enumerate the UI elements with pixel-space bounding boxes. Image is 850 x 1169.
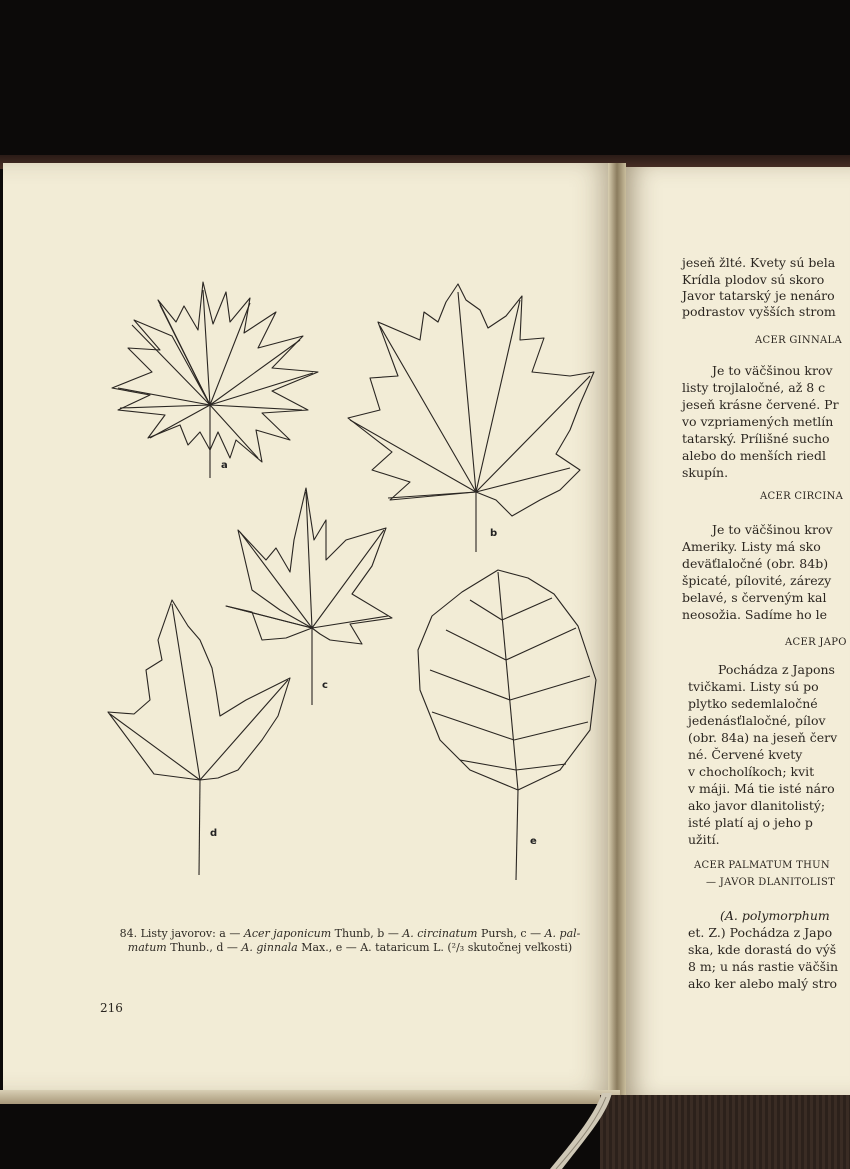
palmatum-line-2: et. Z.) Pochádza z Japo [688, 925, 833, 940]
japonicum-line-11: užití. [688, 832, 720, 847]
leaf-label-a: a [221, 460, 228, 471]
japonicum-line-9: ako javor dlanitolistý; [688, 798, 826, 813]
caption-line-2 [90, 941, 610, 955]
heading-acer-circinatum: ACER CIRCINA [760, 491, 844, 502]
caption-text-3: Pursh, c — [480, 927, 542, 940]
leaf-label-e: e [530, 836, 537, 847]
heading-acer-japonicum: ACER JAPO [785, 637, 847, 648]
leaf-label-c: c [322, 680, 328, 691]
caption-number: 84. [119, 927, 138, 940]
leaf-a-drawing [112, 282, 318, 478]
heading-acer-ginnala: ACER GINNALA [755, 335, 843, 346]
rp-line-1: jeseň žlté. Kvety sú bela [682, 255, 836, 270]
japonicum-line-8: v máji. Má tie isté náro [688, 781, 835, 796]
rp-line-4: podrastov vyšších strom [682, 304, 836, 319]
japonicum-line-3: plytko sedemlaločné [688, 696, 818, 711]
circinatum-line-6: neosožia. Sadíme ho le [682, 607, 828, 622]
caption-italic-1: Acer japonicum [243, 927, 332, 940]
caption-italic-4: matum [127, 941, 167, 954]
caption-line-1 [90, 927, 610, 941]
japonicum-line-5: (obr. 84a) na jeseň červ [688, 730, 838, 745]
leaf-b-drawing [348, 284, 594, 552]
heading-acer-palmatum: ACER PALMATUM THUN [694, 860, 830, 871]
japonicum-line-7: v chocholíkoch; kvit [688, 764, 815, 779]
rp-line-3: Javor tatarský je nenáro [682, 288, 835, 303]
japonicum-line-1: Pochádza z Japons [718, 662, 835, 677]
caption-text-5: Max., e — A. tataricum L. (²/₃ skutočnej veľkosti) [301, 941, 573, 954]
japonicum-line-6: né. Červené kvety [688, 747, 803, 762]
circinatum-line-2: Ameriky. Listy má sko [682, 539, 821, 554]
caption-text-2: Thunb, b — [334, 927, 399, 940]
ginnala-line-7: skupín. [682, 465, 729, 480]
rp-line-2: Krídla plodov sú skoro [682, 272, 825, 287]
palmatum-line-5: ako ker alebo malý stro [688, 976, 838, 991]
ginnala-line-3: jeseň krásne červené. Pr [682, 397, 839, 412]
circinatum-line-3: deväťlaločné (obr. 84b) [682, 556, 829, 571]
leaf-e-drawing [418, 570, 596, 880]
figure-caption [90, 927, 610, 955]
caption-italic-2: A. circinatum [402, 927, 478, 940]
japonicum-line-2: tvičkami. Listy sú po [688, 679, 819, 694]
circinatum-line-4: špicaté, pílovité, zárezy [682, 573, 832, 588]
japonicum-line-10: isté platí aj o jeho p [688, 815, 813, 830]
page-number: 216 [100, 1001, 123, 1015]
circinatum-line-1: Je to väčšinou krov [712, 522, 833, 537]
leaf-c-drawing [226, 488, 392, 705]
leaf-label-d: d [210, 828, 218, 839]
caption-italic-5: A. ginnala [241, 941, 298, 954]
caption-text-1: Listy javorov: a — [140, 927, 241, 940]
ginnala-line-6: alebo do menších riedl [682, 448, 826, 463]
leaf-label-b: b [490, 528, 498, 539]
palmatum-line-3: ska, kde dorastá do výš [688, 942, 837, 957]
ginnala-line-4: vo vzpriamených metlín [682, 414, 834, 429]
caption-text-4: Thunb., d — [170, 941, 238, 954]
ginnala-line-2: listy trojlaločné, až 8 c [682, 380, 826, 395]
leaf-d-drawing [108, 600, 290, 875]
heading-javor-dlanitolisty: — JAVOR DLANITOLIST [706, 877, 836, 888]
ginnala-line-5: tatarský. Prílišné sucho [682, 431, 830, 446]
japonicum-line-4: jedenásťlaločné, pílov [688, 713, 826, 728]
circinatum-line-5: belavé, s červeným kal [682, 590, 827, 605]
palmatum-line-4: 8 m; u nás rastie väčšin [688, 959, 839, 974]
caption-italic-3: A. pal- [544, 927, 581, 940]
ginnala-line-1: Je to väčšinou krov [712, 363, 833, 378]
palmatum-line-1: (A. polymorphum [720, 908, 830, 923]
